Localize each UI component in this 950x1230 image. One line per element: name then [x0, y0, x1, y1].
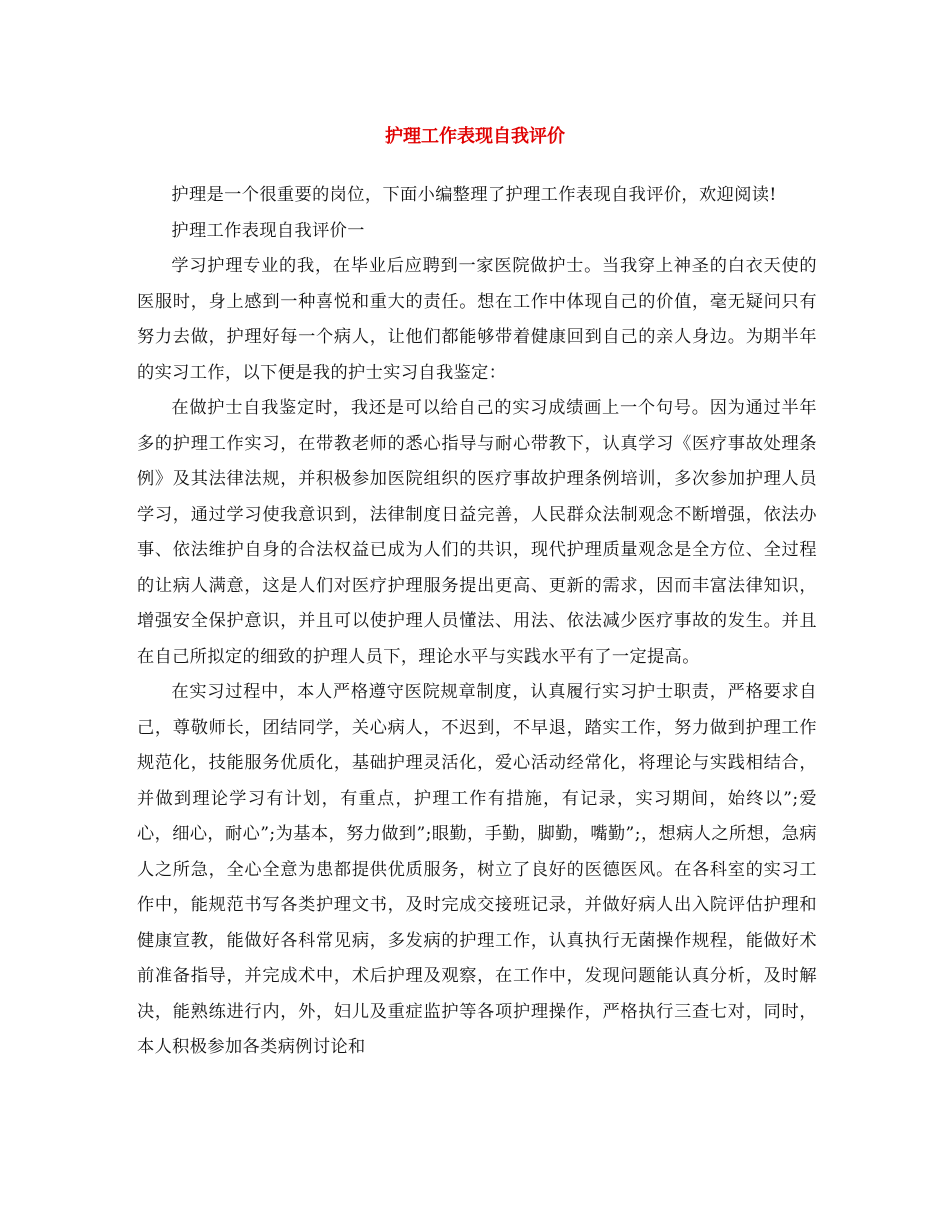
section-heading: 护理工作表现自我评价一 — [171, 220, 365, 241]
paragraph: 在做护士自我鉴定时，我还是可以给自己的实习成绩画上一个句号。因为通过半年多的护理工作实习，在带教老师的悉心指导与耐心带教下，认真学习《医疗事故处理条例》及其法律法规，并积极参加医院组织的医疗事故护理条例培训，多次参加护理人员学习，通过学习使我意识到，法律制度日益完善，人民群众法制观念不断增强，依法办事、依法维护自身的合法权益已成为人们的共识，现代护理质量观念是全方位、全过程的让病人满意，这是人们对医疗护理服务提出更高、更新的需求，因而丰富法律知识，增强安全保护意识，并且可以使护理人员懂法、用法、依法减少医疗事故的发生。并且在自己所拟定的细致的护理人员下，理论水平与实践水平有了一定提高。 — [137, 398, 817, 667]
paragraph: 在实习过程中，本人严格遵守医院规章制度，认真履行实习护士职责，严格要求自己，尊敬师长，团结同学，关心病人，不迟到，不早退，踏实工作，努力做到护理工作规范化，技能服务优质化，基础护理灵活化，爱心活动经常化，将理论与实践相结合，并做到理论学习有计划，有重点，护理工作有措施，有记录，实习期间，始终以”;爱心，细心，耐心”;为基本，努力做到”;眼勤，手勤，脚勤，嘴勤”;，想病人之所想，急病人之所急，全心全意为患都提供优质服务，树立了良好的医德医风。在各科室的实习工作中，能规范书写各类护理文书，及时完成交接班记录，并做好病人出入院评估护理和健康宣教，能做好各科常见病，多发病的护理工作，认真执行无菌操作规程，能做好术前准备指导，并完成术中，术后护理及观察，在工作中，发现问题能认真分析，及时解决，能熟练进行内，外，妇儿及重症监护等各项护理操作，严格执行三查七对，同时，本人积极参加各类病例讨论和 — [137, 682, 817, 1057]
paragraph: 学习护理专业的我，在毕业后应聘到一家医院做护士。当我穿上神圣的白衣天使的医服时，身上感到一种喜悦和重大的责任。想在工作中体现自己的价值，毫无疑问只有努力去做，护理好每一个病人，让他们都能够带着健康回到自己的亲人身边。为期半年的实习工作，以下便是我的护士实习自我鉴定： — [137, 256, 817, 383]
document-body — [137, 178, 817, 1066]
document-title: 护理工作表现自我评价 — [385, 126, 565, 147]
paragraph-intro: 护理是一个很重要的岗位，下面小编整理了护理工作表现自我评价，欢迎阅读! — [171, 185, 777, 205]
